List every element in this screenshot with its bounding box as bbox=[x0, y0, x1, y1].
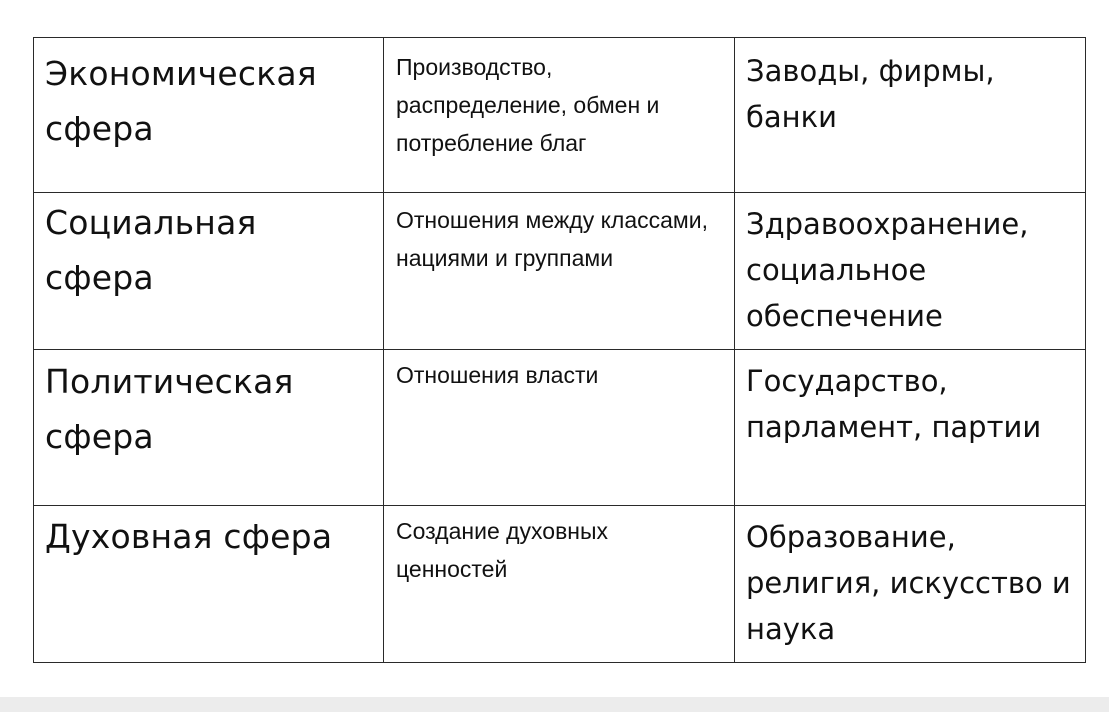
institutions-cell bbox=[735, 193, 1086, 350]
sphere-institutions: Образование, религия, искусство и наука bbox=[746, 520, 1071, 646]
sphere-cell bbox=[34, 350, 384, 506]
table-row-economic bbox=[34, 38, 1086, 193]
sphere-name: Экономическая сфера bbox=[45, 54, 317, 148]
description-cell bbox=[384, 506, 735, 663]
institutions-cell bbox=[735, 38, 1086, 193]
sphere-name: Политическая сфера bbox=[45, 362, 294, 456]
sphere-institutions: Здравоохранение, социальное обеспечение bbox=[746, 207, 1029, 333]
page-bottom-strip bbox=[0, 697, 1109, 712]
sphere-description: Производство, распределение, обмен и потребление благ bbox=[396, 54, 660, 156]
description-cell bbox=[384, 350, 735, 506]
sphere-name: Социальная сфера bbox=[45, 203, 257, 297]
spheres-table bbox=[33, 37, 1086, 663]
sphere-cell bbox=[34, 506, 384, 663]
institutions-cell bbox=[735, 506, 1086, 663]
sphere-description: Отношения между классами, нациями и группами bbox=[396, 207, 708, 271]
sphere-description: Создание духовных ценностей bbox=[396, 518, 609, 582]
table-row-spiritual bbox=[34, 506, 1086, 663]
sphere-cell bbox=[34, 193, 384, 350]
sphere-institutions: Государство, парламент, партии bbox=[746, 364, 1042, 444]
description-cell bbox=[384, 193, 735, 350]
description-cell bbox=[384, 38, 735, 193]
institutions-cell bbox=[735, 350, 1086, 506]
sphere-institutions: Заводы, фирмы, банки bbox=[746, 54, 995, 134]
sphere-description: Отношения власти bbox=[396, 362, 599, 388]
sphere-name: Духовная сфера bbox=[45, 517, 333, 556]
sphere-cell bbox=[34, 38, 384, 193]
table-row-political bbox=[34, 350, 1086, 506]
table-row-social bbox=[34, 193, 1086, 350]
